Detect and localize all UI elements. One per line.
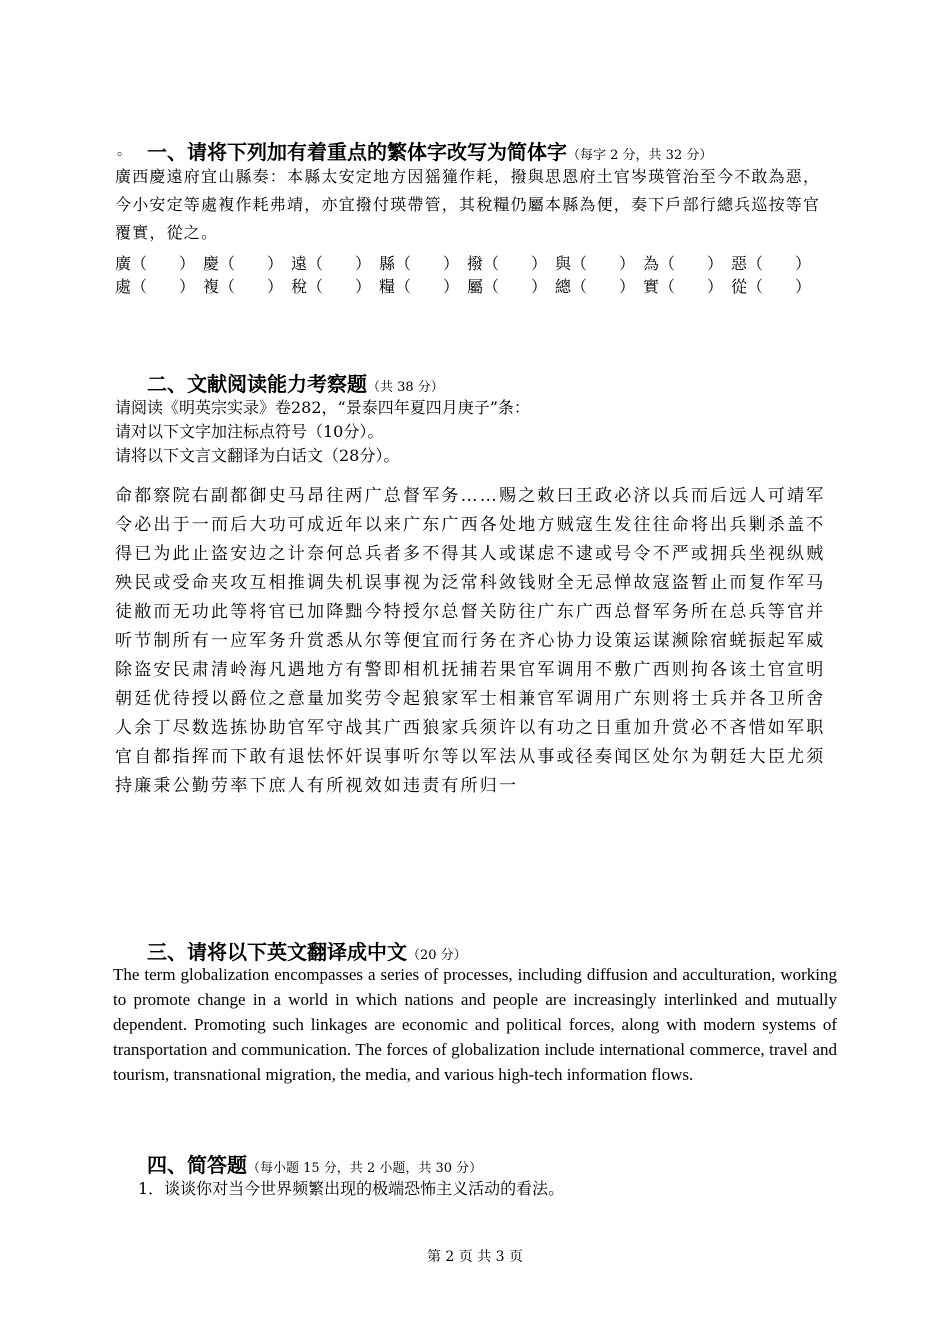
section2-score-note: （共 38 分） <box>367 380 444 395</box>
page-footer: 第 2 页 共 3 页 <box>426 1249 524 1265</box>
question-1: 1．谈谈你对当今世界频繁出现的极端恐怖主义活动的看法。 <box>138 1179 565 1198</box>
section2-instruction-2: 请对以下文字加注标点符号（10分）。 <box>115 422 384 441</box>
answer-grid <box>115 251 819 297</box>
answer-item: 惡（ ） <box>731 254 812 273</box>
answer-item: 複（ ） <box>203 277 284 296</box>
answer-item: 處（ ） <box>115 277 196 296</box>
section1-title <box>147 136 712 165</box>
section1-score-note: （每字 2 分，共 32 分） <box>567 148 713 163</box>
section2-title <box>147 368 444 397</box>
answer-item: 實（ ） <box>643 277 724 296</box>
section2-title-text: 二、文献阅读能力考察题 <box>147 372 367 396</box>
section1-title-text: 一、请将下列加有着重点的繁体字改写为简体字 <box>147 140 567 164</box>
section3-title-text: 三、请将以下英文翻译成中文 <box>147 940 407 964</box>
answer-item: 總（ ） <box>555 277 636 296</box>
section2-instruction-3: 请将以下文言文翻译为白话文（28分）。 <box>115 446 400 465</box>
answer-row-1 <box>115 251 819 274</box>
answer-item: 為（ ） <box>643 254 724 273</box>
answer-item: 廣（ ） <box>115 254 196 273</box>
section4-title-text: 四、简答题 <box>147 1153 247 1177</box>
answer-item: 慶（ ） <box>203 254 284 273</box>
classical-chinese-passage: 命都察院右副都御史马昂往两广总督军务……赐之敕曰王政必济以兵而后远人可靖军令必出于一而后大功可成近年以来广东广西各处地方贼寇生发往往命将出兵剿杀盖不得已为此止盗安边之计奈何总兵者多不得其人或谋虑不逮或号令不严或拥兵坐视纵贼殃民或受命夹攻互相推调失机误事视为泛常科敛钱财全无忌惮故寇盗暂止而复作军马徒敝而无功此等将官已加降黜今特授尔总督关防往广东广西总督军务所在总兵等官并听节制所有一应军务升赏悉从尔等便宜而行务在齐心协力设策运谋濒除宿蜣振起军威除盗安民肃清岭海凡遇地方有警即相机抚捕若果官军调用不敷广西则拘各该土官宣明朝廷优待授以爵位之意量加奖劳令起狼家军士相兼官军调用广东则将士兵并各卫所舍人余丁尽数选拣协助官军守战其广西狼家兵须许以有功之日重加升赏必不吝惜如军职官自都指挥而下敢有退怯怀奸误事听尔等以军法从事或径奏闻区处尔为朝廷大臣尤须持廉秉公勤劳率下庶人有所视效如违责有所归一 <box>115 486 826 796</box>
section3-title <box>147 936 467 965</box>
emphasis-mark: 。 <box>117 143 131 159</box>
answer-item: 與（ ） <box>555 254 636 273</box>
answer-item: 屬（ ） <box>467 277 548 296</box>
section4-score-note: （每小题 15 分，共 2 小题，共 30 分） <box>247 1161 483 1176</box>
section4-title <box>147 1149 482 1178</box>
section2-instruction-1: 请阅读《明英宗实录》卷282，“景泰四年夏四月庚子”条： <box>115 398 530 417</box>
answer-item: 糧（ ） <box>379 277 460 296</box>
section1-passage: 廣西慶遠府宜山縣奏：本縣太安定地方因猺獞作耗，撥與思恩府土官岑瑛管治至今不敢為惡，今小安定等處複作耗弗靖，亦宜撥付瑛帶管，其稅糧仍屬本縣為便，奏下戶部行總兵巡按等官覆實，從之。 <box>115 167 821 242</box>
answer-item: 從（ ） <box>731 277 812 296</box>
answer-item: 縣（ ） <box>379 254 460 273</box>
answer-item: 遠（ ） <box>291 254 372 273</box>
answer-item: 撥（ ） <box>467 254 548 273</box>
answer-item: 稅（ ） <box>291 277 372 296</box>
answer-row-2 <box>115 274 819 297</box>
section3-score-note: （20 分） <box>407 948 467 963</box>
emphasis-dot-marks <box>117 140 131 160</box>
english-passage: The term globalization encompasses a series of processes, including diffusion and acculturation, working to promote change in a world in which nations and people are increasingly interlinked and mutually dependent. Promoting such linkages are economic and political forces, along with modern systems of transportation and communication. The forces of globalization include international commerce, travel and tourism, transnational migration, the media, and various high-tech information flows. <box>113 965 837 1084</box>
